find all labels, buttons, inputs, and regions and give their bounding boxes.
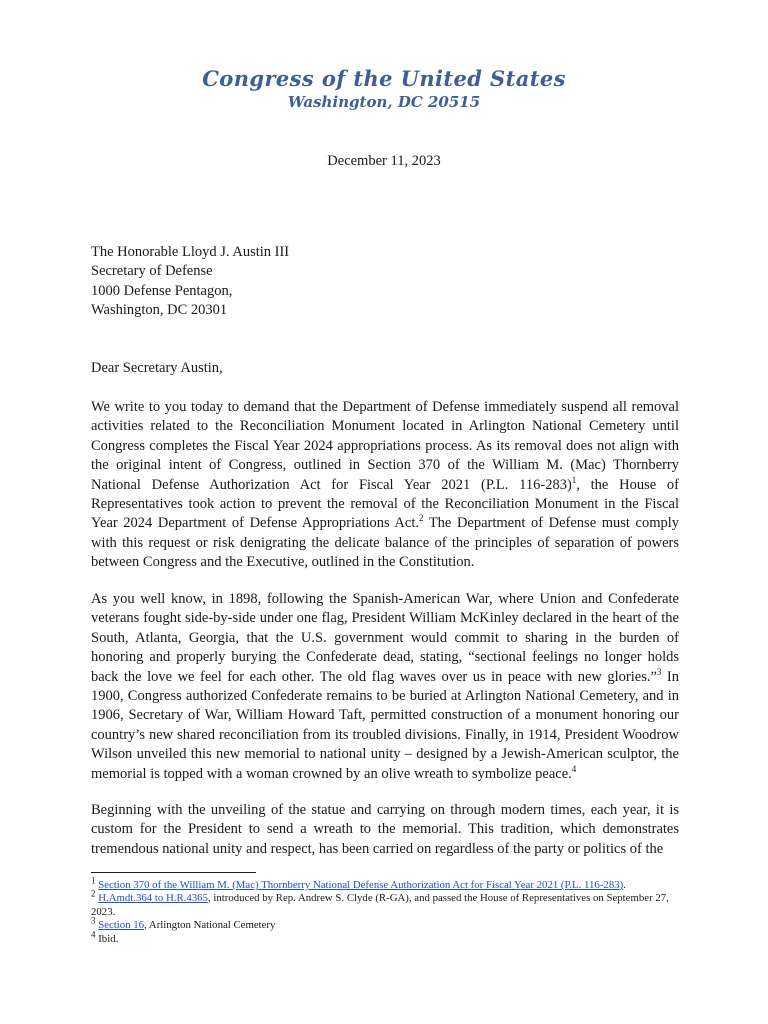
footnote-text: . (623, 879, 626, 891)
footnote-link-section-16[interactable]: Section 16 (98, 919, 145, 932)
recipient-title: Secretary of Defense (91, 263, 213, 280)
salutation: Dear Secretary Austin, (91, 360, 223, 376)
letterhead-address: Washington, DC 20515 (287, 93, 481, 111)
footnote-number: 1 (91, 875, 96, 886)
footnote-ref-1: 1 (571, 474, 577, 485)
letterhead-title: Congress of the United States (202, 66, 566, 91)
footnote-ref-4: 4 (571, 763, 577, 774)
letterhead (0, 66, 768, 112)
footnote-number: 2 (91, 888, 96, 899)
footnote-4 (91, 929, 679, 946)
recipient-city: Washington, DC 20301 (91, 302, 228, 319)
body-paragraph-2 (91, 590, 679, 784)
footnote-divider (91, 872, 256, 873)
footnote-number: 4 (91, 929, 96, 940)
body-paragraph-1 (91, 398, 679, 573)
footnote-text: , Arlington National Cemetery (144, 919, 276, 932)
footnote-3 (91, 915, 679, 932)
footnote-text: , introduced by Rep. Andrew S. Clyde (R-GA), and passed the House of Representatives on September 27, 2023. (91, 892, 669, 918)
footnote-link-section-370[interactable]: Section 370 of the William M. (Mac) Thornberry National Defense Authorization Act for Fiscal Year 2021 (P.L. 116-283) (98, 879, 624, 891)
footnote-2 (91, 888, 679, 919)
paragraph-text: We write to you today to demand that the Department of Defense immediately suspend all removal activities related to the Reconciliation Monument located in Arlington National Cemetery until Congress completes the Fiscal Year 2024 appropriations process. As its removal does not align with the original intent of Congress, outlined in Section 370 of the William M. (Mac) Thornberry National Defense Authorization Act for Fiscal Year 2021 (P.L. 116-283) (91, 399, 679, 493)
footnote-text: Ibid. (98, 932, 119, 945)
footnote-ref-3: 3 (656, 666, 662, 677)
footnote-number: 3 (91, 915, 96, 926)
letter-date: December 11, 2023 (327, 153, 441, 169)
paragraph-text: , the House of Representatives took action to prevent the removal of the Reconciliation Monument in the Fiscal Year 2024 Department of Defense Appropriations Act. (91, 476, 679, 532)
recipient-address (91, 243, 679, 321)
footnote-ref-2: 2 (419, 513, 424, 524)
recipient-name: The Honorable Lloyd J. Austin III (91, 244, 290, 260)
footnote-link-hamdt-364[interactable]: H.Amdt.364 to H.R.4365 (98, 892, 208, 905)
footnote-1 (91, 875, 679, 892)
paragraph-text: In 1900, Congress authorized Confederate remains to be buried at Arlington National Cemetery, and in 1906, Secretary of War, William Howard Taft, permitted construction of a monument honoring our country’s new shared reconciliation from its troubled divisions. Finally, in 1914, President Woodrow Wilson unveiled this new memorial to national unity – designed by a Jewish-American sculptor, the memorial is topped with a woman crowned by an olive wreath to symbolize peace. (91, 668, 679, 782)
recipient-street: 1000 Defense Pentagon, (91, 282, 233, 299)
body-paragraph-3: Beginning with the unveiling of the statue and carrying on through modern times, each year, it is custom for the President to send a wreath to the memorial. This tradition, which demonstrates tremendous national unity and respect, has been carried on regardless of the party or politics of the (91, 802, 679, 857)
footnotes (91, 875, 679, 946)
paragraph-text: As you well know, in 1898, following the Spanish-American War, where Union and Confederate veterans fought side-by-side under one flag, President William McKinley declared in the heart of the South, Atlanta, Georgia, that the U.S. government would commit to sharing in the burden of honoring and properly burying the Confederate dead, stating, “sectional feelings no longer holds back the love we feel for each other. The old flag waves over us in peace with new glories.” (91, 591, 679, 685)
paragraph-text: The Department of Defense must comply with this request or risk denigrating the delicate balance of the principles of separation of powers between Congress and the Executive, outlined in the Constitution. (91, 515, 679, 571)
